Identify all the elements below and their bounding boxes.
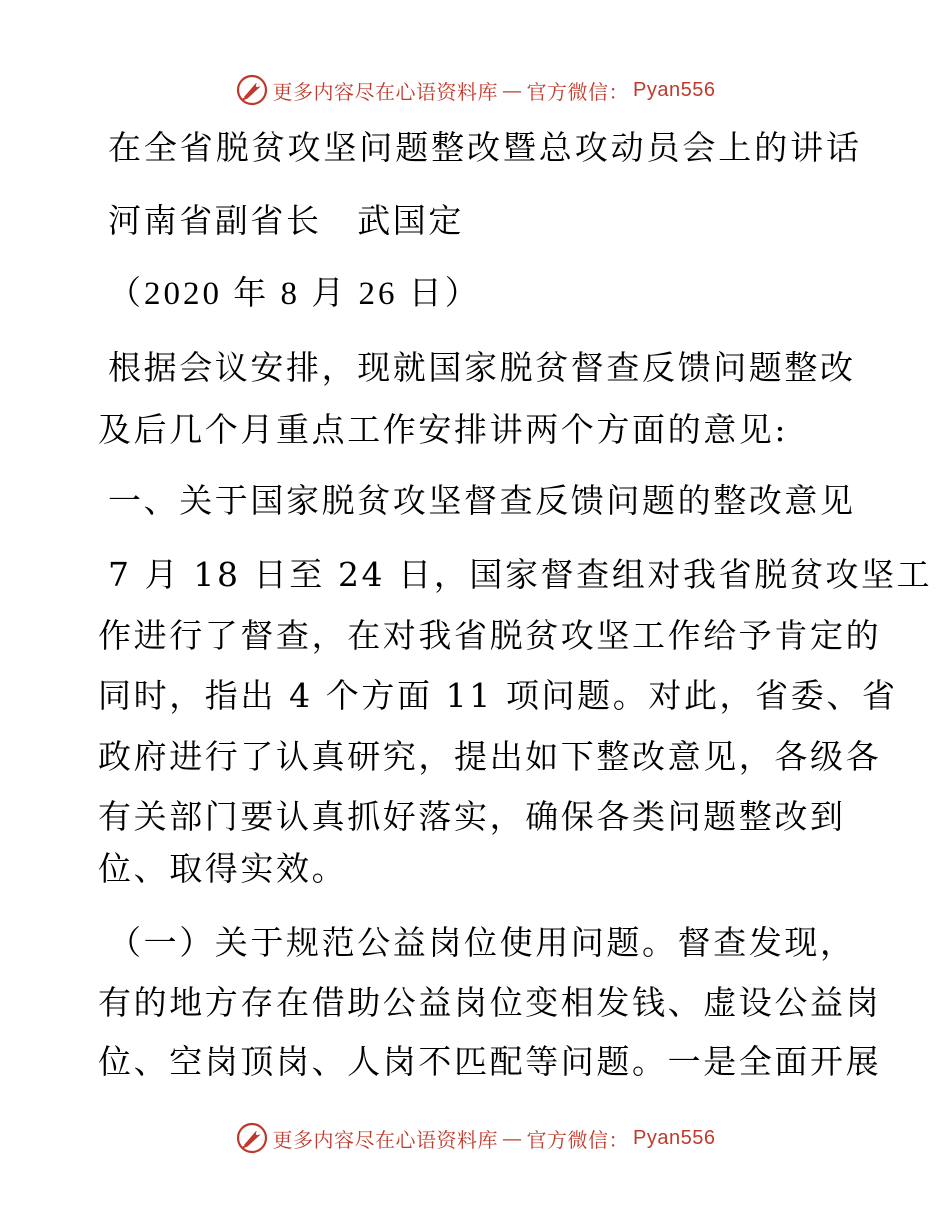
paragraph-line: 位、取得实效。: [98, 849, 348, 888]
speech-date: （2020 年 8 月 26 日）: [108, 276, 481, 312]
paragraph-line: 位、空岗顶岗、人岗不匹配等问题。一是全面开展: [98, 1042, 882, 1081]
paragraph-line: 有关部门要认真抓好落实，确保各类问题整改到: [98, 797, 846, 836]
banner-dash: —: [502, 78, 523, 102]
header-watermark-banner: [0, 70, 950, 110]
banner-official-label: 官方微信：: [526, 79, 630, 104]
section-heading: 一、关于国家脱贫攻坚督查反馈问题的整改意见: [108, 481, 856, 520]
paragraph-line: 作进行了督查，在对我省脱贫攻坚工作给予肯定的: [98, 616, 882, 655]
paragraph-line: 同时，指出 4 个方面 11 项问题。对此，省委、省: [98, 676, 898, 715]
pen-nib-logo-icon: [235, 1121, 269, 1155]
document-title: 在全省脱贫攻坚问题整改暨总攻动员会上的讲话: [108, 128, 862, 167]
paragraph-line: 及后几个月重点工作安排讲两个方面的意见:: [98, 410, 789, 449]
speaker-line: 河南省副省长 武国定: [108, 201, 464, 240]
banner-wechat-id: Pyan556: [633, 78, 716, 101]
banner-site-text: 更多内容尽在心语资料库: [272, 79, 499, 104]
banner-site-text: 更多内容尽在心语资料库: [272, 1127, 499, 1152]
paragraph-line: 政府进行了认真研究，提出如下整改意见，各级各: [98, 737, 882, 776]
banner-official-label: 官方微信：: [526, 1127, 630, 1152]
footer-watermark-banner: [0, 1118, 950, 1158]
banner-wechat-id: Pyan556: [633, 1126, 716, 1149]
paragraph-line: （一）关于规范公益岗位使用问题。督查发现，: [108, 923, 856, 962]
paragraph-line: 有的地方存在借助公益岗位变相发钱、虚设公益岗: [98, 983, 882, 1022]
pen-nib-logo-icon: [235, 73, 269, 107]
banner-dash: —: [502, 1126, 523, 1150]
paragraph-line: 7 月 18 日至 24 日，国家督查组对我省脱贫攻坚工: [108, 555, 933, 594]
paragraph-line: 根据会议安排，现就国家脱贫督查反馈问题整改: [108, 348, 856, 387]
